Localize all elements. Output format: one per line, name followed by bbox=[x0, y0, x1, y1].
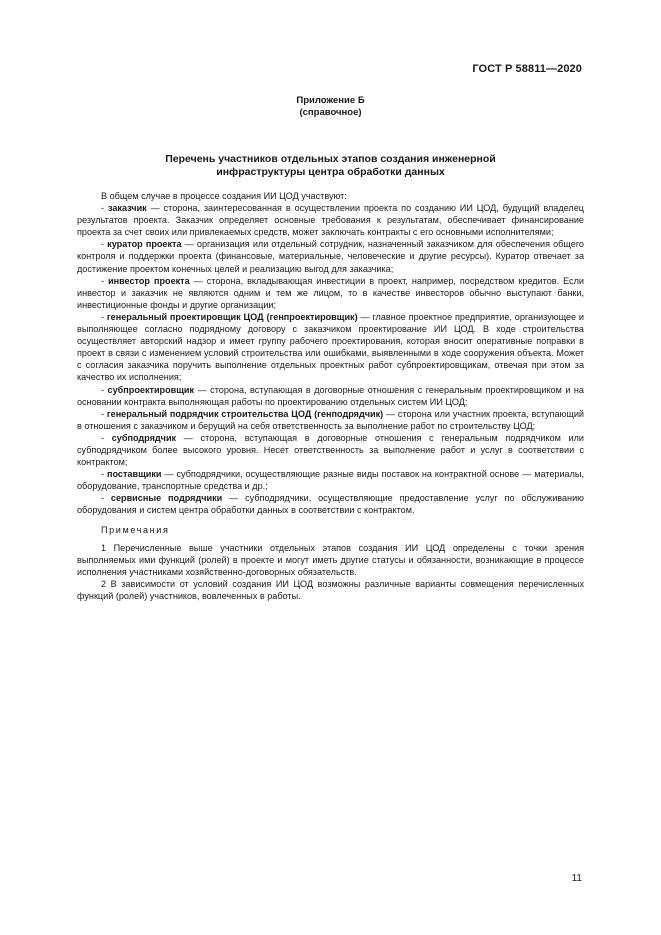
participant-term: субпроектировщик bbox=[107, 384, 195, 395]
participant-term: поставщики bbox=[106, 469, 162, 480]
participant-description: — сторона, вступающая в договорные отношения с генеральным подрядчиком или субподрядчиком более высокого уровня. Несет ответственность за выполнение работ и услуг в соответствии с контрактом; bbox=[77, 432, 584, 468]
appendix-subtitle: (справочное) bbox=[299, 107, 362, 118]
section-title-line-1: Перечень участников отдельных этапов создания инженерной bbox=[165, 153, 496, 165]
notes-heading: Примечания bbox=[101, 524, 170, 535]
participant-description: — субподрядчики, осуществляющие предоставление услуг по обслуживанию оборудования и систем центра обработки данных в соответствии с контрактом. bbox=[77, 493, 584, 516]
participant-item: - субпроектировщик — сторона, вступающая в договорные отношения с генеральным проектировщиком и на основании контракта выполняющая работы по проектированию отдельных систем ИИ ЦОД; bbox=[77, 384, 584, 407]
note-item: 1 Перечисленные выше участники отдельных этапов создания ИИ ЦОД определены с точки зрения выполняемых ими функций (ролей) в проекте и могут иметь другие статусы и обязанности, возникающие в процессе исполнения участниками хозяйственно-договорных обязательств. bbox=[77, 542, 584, 577]
intro-paragraph: В общем случае в процессе создания ИИ ЦОД участвуют: bbox=[101, 191, 347, 201]
participant-item: - сервисные подрядчики — субподрядчики, осуществляющие предоставление услуг по обслуживанию оборудования и систем центра обработки данных в соответствии с контрактом. bbox=[77, 493, 584, 516]
participant-item: - инвестор проекта — сторона, вкладывающая инвестиции в проект, например, посредством кредитов. Если инвестор и заказчик не являются одним и тем же лицом, то в качестве инвесторов обычно выступают банки, инвестиционные фонды и другие организации; bbox=[77, 275, 584, 310]
participant-description: — сторона, вступающая в договорные отношения с генеральным проектировщиком и на основании контракта выполняющая работы по проектированию отдельных систем ИИ ЦОД; bbox=[77, 384, 584, 407]
section-title-line-2: инфраструктуры центра обработки данных bbox=[216, 166, 445, 178]
participant-term: субподрядчик bbox=[111, 432, 177, 443]
section-title bbox=[0, 153, 661, 179]
participant-description: — сторона, вкладывающая инвестиции в проект, например, посредством кредитов. Если инвестор и заказчик не являются одним и тем же лицом, то в качестве инвесторов обычно выступают банки, инвестиционные фонды и другие организации; bbox=[77, 275, 584, 310]
participant-term: генеральный проектировщик ЦОД (генпроектировщик) bbox=[106, 311, 358, 322]
participant-description: — субподрядчики, осуществляющие разные виды поставок на контрактной основе — материалы, оборудование, транспортные средства и др.; bbox=[77, 469, 584, 492]
participant-term: куратор проекта bbox=[107, 239, 182, 250]
note-item: 2 В зависимости от условий создания ИИ ЦОД возможны различные варианты совмещения перечисленных функций (ролей) участников, вовлеченных в работы. bbox=[77, 578, 584, 601]
body-text bbox=[77, 190, 584, 602]
participant-item: - заказчик — сторона, заинтересованная в осуществлении проекта по созданию ИИ ЦОД, будущий владелец результатов проекта. Заказчик определяет основные требования к результатам, обеспечивает финансирование проекта за счет своих или привлекаемых средств, может заключать контракты с его основными исполнителями; bbox=[77, 203, 584, 238]
participant-item: - поставщики — субподрядчики, осуществляющие разные виды поставок на контрактной основе — материалы, оборудование, транспортные средства и др.; bbox=[77, 469, 584, 492]
standard-number: ГОСТ Р 58811—2020 bbox=[472, 63, 582, 75]
appendix-heading bbox=[0, 95, 661, 119]
participant-description: — сторона, заинтересованная в осуществлении проекта по созданию ИИ ЦОД, будущий владелец результатов проекта. Заказчик определяет основные требования к результатам, обеспечивает финансирование проекта за счет своих или привлекаемых средств, может заключать контракты с его основными исполнителями; bbox=[77, 203, 584, 238]
participant-item: - генеральный подрядчик строительства ЦОД (генподрядчик) — сторона или участник проекта, вступающий в отношения с заказчиком и берущий на себя ответственность за выполнение работ по строительству ЦОД; bbox=[77, 408, 584, 431]
participant-term: генеральный подрядчик строительства ЦОД (генподрядчик) bbox=[106, 408, 384, 419]
appendix-title: Приложение Б bbox=[296, 95, 365, 106]
participant-term: заказчик bbox=[107, 203, 147, 214]
participant-item: - субподрядчик — сторона, вступающая в договорные отношения с генеральным подрядчиком или субподрядчиком более высокого уровня. Несет ответственность за выполнение работ и услуг в соответствии с контрактом; bbox=[77, 432, 584, 468]
participant-description: — главное проектное предприятие, организующее и выполняющее согласно подрядному договору с заказчиком проектирование ИИ ЦОД. В ходе строительства осуществляет авторский надзор и имеет группу рабочего проектирования, которая вносит оперативные поправки в проект в связи с изменением условий строительства или ошибками, выявленными в ходе сооружения объекта. Может с согласия заказчика поручить выполнение отдельных проектных работ субпроектировщикам, отвечая при этом за качество их исполнения; bbox=[77, 311, 585, 383]
participant-item: - куратор проекта — организация или отдельный сотрудник, назначенный заказчиком для обеспечения общего контроля и поддержки проекта (финансовые, материальные, человеческие и другие ресурсы). Куратор отвечает за достижение проектом конечных целей и реализацию выгод для заказчика; bbox=[77, 239, 584, 274]
participant-item: - генеральный проектировщик ЦОД (генпроектировщик) — главное проектное предприятие, организующее и выполняющее согласно подрядному договору с заказчиком проектирование ИИ ЦОД. В ходе строительства осуществляет авторский надзор и имеет группу рабочего проектирования, которая вносит оперативные поправки в проект в связи с изменением условий строительства или ошибками, выявленными в ходе сооружения объекта. Может с согласия заказчика поручить выполнение отдельных проектных работ субпроектировщикам, отвечая при этом за качество их исполнения; bbox=[77, 311, 585, 383]
participant-description: — организация или отдельный сотрудник, назначенный заказчиком для обеспечения общего контроля и поддержки проекта (финансовые, материальные, человеческие и другие ресурсы). Куратор отвечает за достижение проектом конечных целей и реализацию выгод для заказчика; bbox=[77, 239, 584, 274]
page-number: 11 bbox=[571, 873, 582, 884]
participant-term: инвестор проекта bbox=[108, 275, 190, 286]
participant-description: — сторона или участник проекта, вступающий в отношения с заказчиком и берущий на себя ответственность за выполнение работ по строительству ЦОД; bbox=[77, 408, 584, 431]
participant-term: сервисные подрядчики bbox=[110, 493, 223, 504]
